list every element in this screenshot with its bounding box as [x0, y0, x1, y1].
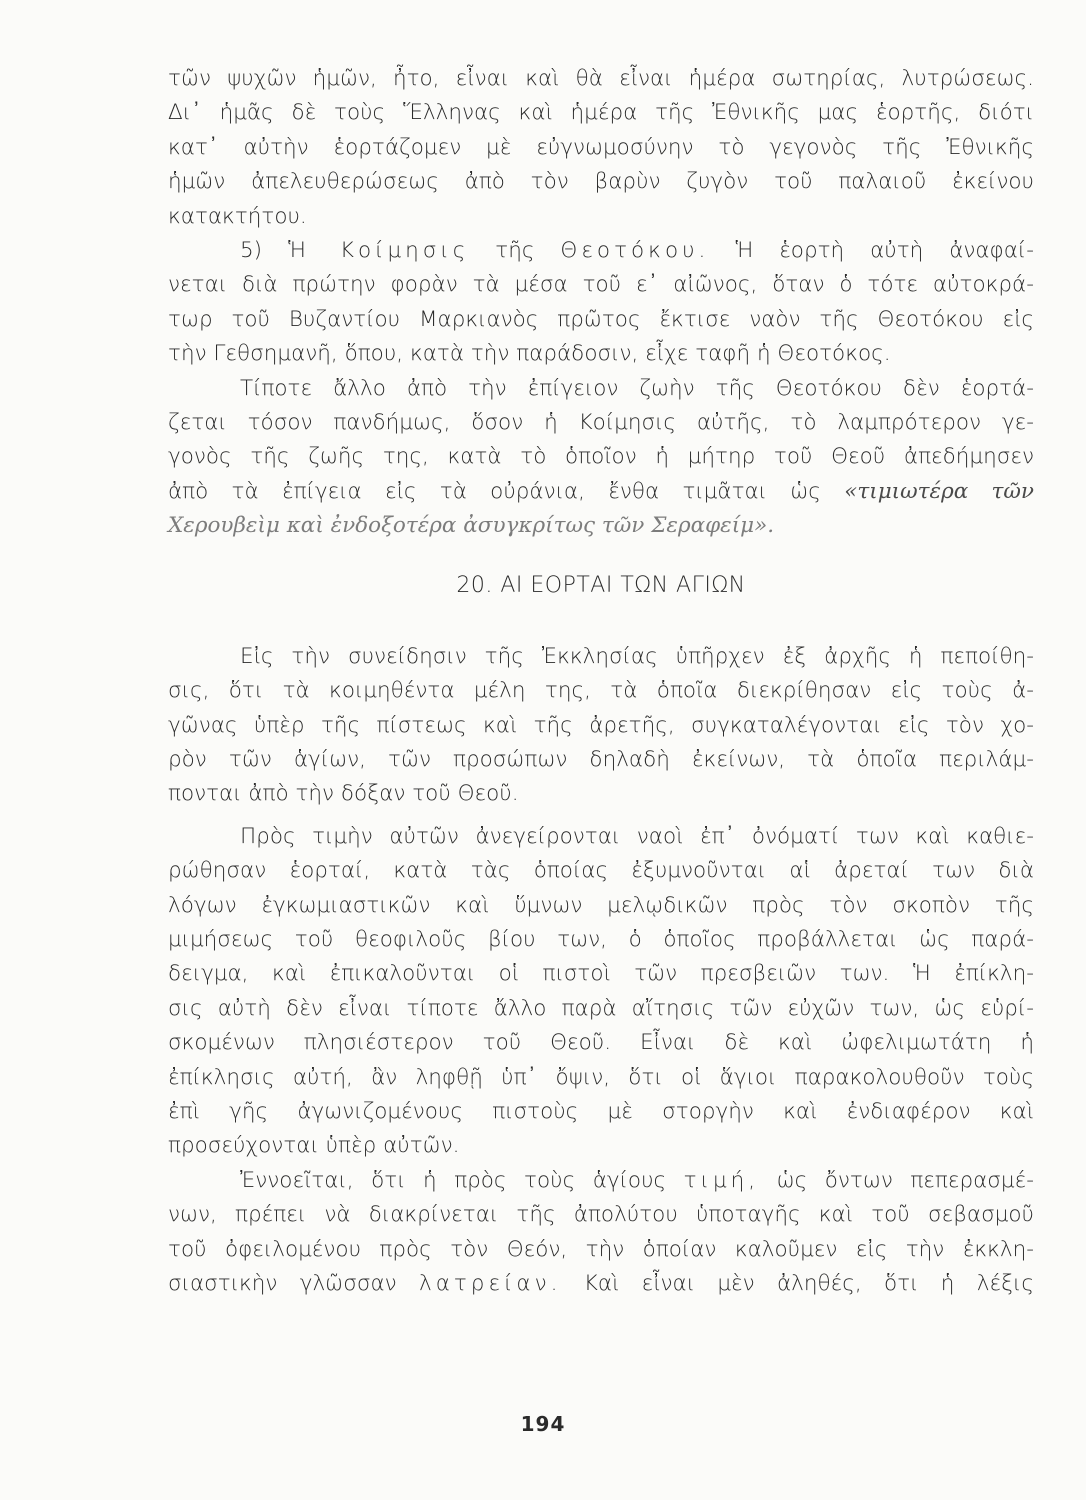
section-title-theotokos: Θεοτόκου. — [560, 237, 710, 263]
text-line — [168, 234, 1034, 268]
text-line: ἐπὶ γῆς ἀγωνιζομένους πιστοὺς μὲ στοργὴν καὶ ἐνδιαφέρον καὶ — [168, 1098, 1034, 1124]
text-line: νεται διὰ πρώτην φορὰν τὰ μέσα τοῦ ε᾽ αἰῶνος, ὅταν ὁ τότε αὐτοκρά- — [168, 272, 1034, 298]
section-title-article: τῆς — [495, 237, 535, 263]
paragraph — [168, 234, 1034, 372]
section-number: 5) — [240, 237, 263, 263]
emphasis-spaced: τιμή, — [683, 1167, 760, 1193]
quotation: «τιμιωτέρα τῶν — [844, 478, 1035, 504]
text-run: Ἐννοεῖται, ὅτι ἡ πρὸς τοὺς ἁγίους — [240, 1167, 667, 1193]
text-line: κατ᾽ αὐτὴν ἑορτάζομεν μὲ εὐγνωμοσύνην τὸ γεγονὸς τῆς Ἐθνικῆς — [168, 134, 1034, 160]
text-line: Δι᾽ ἡμᾶς δὲ τοὺς Ἕλληνας καὶ ἡμέρα τῆς Ἐθνικῆς μας ἑορτῆς, διότι — [168, 100, 1034, 126]
paragraph — [168, 640, 1034, 812]
text-line: γονὸς τῆς ζωῆς της, κατὰ τὸ ὁποῖον ἡ μήτηρ τοῦ Θεοῦ ἀπεδήμησεν — [168, 444, 1034, 470]
text-line: ρώθησαν ἑορταί, κατὰ τὰς ὁποίας ἐξυμνοῦνται αἱ ἀρεταί των διὰ — [168, 858, 1034, 884]
text-line: νων, πρέπει νὰ διακρίνεται τῆς ἀπολύτου ὑποταγῆς καὶ τοῦ σεβασμοῦ — [168, 1202, 1034, 1228]
text-line — [168, 475, 1034, 509]
text-run: σιαστικὴν γλῶσσαν — [168, 1270, 397, 1296]
section-title: Ἡ Κοίμησις — [288, 237, 470, 263]
text-line: ἡμῶν ἀπελευθερώσεως ἀπὸ τὸν βαρὺν ζυγὸν τοῦ παλαιοῦ ἐκείνου — [168, 169, 1034, 195]
text-run: Καὶ εἶναι μὲν ἀληθές, ὅτι ἡ λέξις — [583, 1270, 1034, 1296]
page-body — [168, 62, 1034, 1301]
paragraph — [168, 1164, 1034, 1302]
quotation-line: Χερουβεὶμ καὶ ἐνδοξοτέρα ἀσυγκρίτως τῶν Σεραφείμ». — [168, 513, 775, 539]
text-line: λόγων ἐγκωμιαστικῶν καὶ ὕμνων μελῳδικῶν πρὸς τὸν σκοπὸν τῆς — [168, 892, 1034, 918]
text-line: τὴν Γεθσημανῆ, ὅπου, κατὰ τὴν παράδοσιν, εἶχε ταφῆ ἡ Θεοτόκος. — [168, 341, 891, 367]
text-line: προσεύχονται ὑπὲρ αὐτῶν. — [168, 1133, 460, 1159]
paragraph-gap — [168, 812, 1034, 820]
text-line: τοῦ ὀφειλομένου πρὸς τὸν Θεόν, τὴν ὁποίαν καλοῦμεν εἰς τὴν ἐκκλη- — [168, 1236, 1034, 1262]
text-line: σις αὐτὴ δὲν εἶναι τίποτε ἄλλο παρὰ αἴτησις τῶν εὐχῶν των, ὡς εὑρί- — [168, 995, 1034, 1021]
text-line: ρὸν τῶν ἁγίων, τῶν προσώπων δηλαδὴ ἐκείνων, τὰ ὁποῖα περιλάμ- — [168, 747, 1034, 773]
text-run: ἀπὸ τὰ ἐπίγεια εἰς τὰ οὐράνια, ἔνθα τιμᾶται ὡς — [168, 478, 821, 504]
text-line: μιμήσεως τοῦ θεοφιλοῦς βίου των, ὁ ὁποῖος προβάλλεται ὡς παρά- — [168, 926, 1034, 952]
paragraph — [168, 372, 1034, 544]
text-line: τωρ τοῦ Βυζαντίου Μαρκιανὸς πρῶτος ἔκτισε ναὸν τῆς Θεοτόκου εἰς — [168, 306, 1034, 332]
emphasis-spaced: λατρείαν. — [418, 1270, 562, 1296]
text-line: δειγμα, καὶ ἐπικαλοῦνται οἱ πιστοὶ τῶν πρεσβειῶν των. Ἡ ἐπίκλη- — [168, 961, 1034, 987]
text-line: Τίποτε ἄλλο ἀπὸ τὴν ἐπίγειον ζωὴν τῆς Θεοτόκου δὲν ἑορτά- — [240, 375, 1034, 401]
text-run: Ἡ ἑορτὴ αὐτὴ ἀναφαί- — [735, 237, 1034, 263]
text-line: πονται ἀπὸ τὴν δόξαν τοῦ Θεοῦ. — [168, 781, 519, 807]
text-line: γῶνας ὑπὲρ τῆς πίστεως καὶ τῆς ἀρετῆς, συγκαταλέγονται εἰς τὸν χο- — [168, 712, 1034, 738]
text-line: σις, ὅτι τὰ κοιμηθέντα μέλη της, τὰ ὁποῖα διεκρίθησαν εἰς τοὺς ἀ- — [168, 678, 1034, 704]
text-line: κατακτήτου. — [168, 203, 307, 229]
text-run: ὡς ὄντων πεπερασμέ- — [776, 1167, 1034, 1193]
text-line — [168, 1267, 1034, 1301]
page-number: 194 — [520, 1412, 566, 1436]
text-line: ζεται τόσον πανδήμως, ὅσον ἡ Κοίμησις αὐτῆς, τὸ λαμπρότερον γε- — [168, 409, 1034, 435]
section-heading: 20. ΑΙ ΕΟΡΤΑΙ ΤΩΝ ΑΓΙΩΝ — [456, 573, 746, 599]
paragraph — [168, 820, 1034, 1164]
text-line: ἐπίκλησις αὐτή, ἂν ληφθῇ ὑπ᾽ ὄψιν, ὅτι οἱ ἅγιοι παρακολουθοῦν τοὺς — [168, 1064, 1034, 1090]
text-line: σκομένων πλησιέστερον τοῦ Θεοῦ. Εἶναι δὲ καὶ ὠφελιμωτάτη ἡ — [168, 1030, 1034, 1056]
paragraph — [168, 62, 1034, 234]
text-line — [168, 1164, 1034, 1198]
text-line: Πρὸς τιμὴν αὐτῶν ἀνεγείρονται ναοὶ ἐπ᾽ ὀνόματί των καὶ καθιε- — [240, 823, 1034, 849]
text-line: τῶν ψυχῶν ἡμῶν, ἦτο, εἶναι καὶ θὰ εἶναι ἡμέρα σωτηρίας, λυτρώσεως. — [168, 66, 1034, 91]
text-line: Εἰς τὴν συνείδησιν τῆς Ἐκκλησίας ὑπῆρχεν ἐξ ἀρχῆς ἡ πεποίθη- — [240, 643, 1034, 669]
